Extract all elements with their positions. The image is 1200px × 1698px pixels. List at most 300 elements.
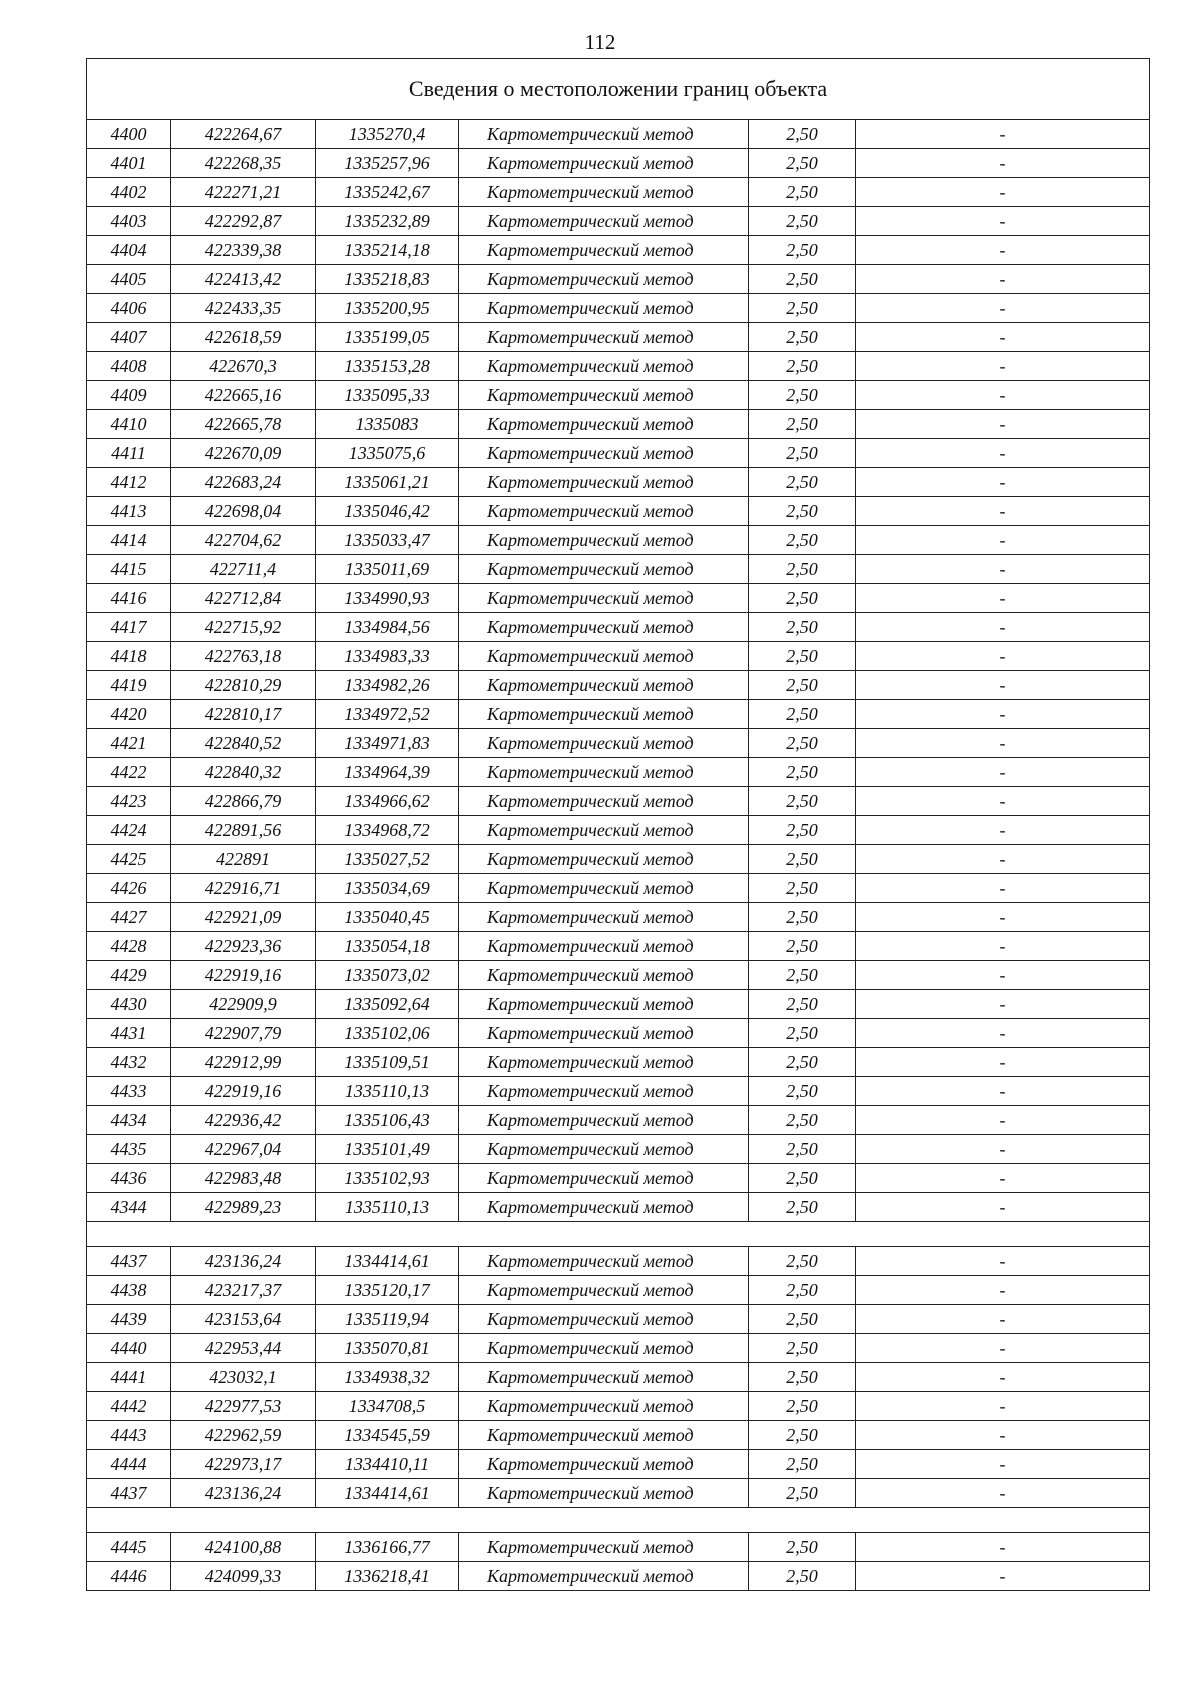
y-coordinate-cell: 1334971,83 xyxy=(316,729,459,758)
y-coordinate-cell: 1335070,81 xyxy=(316,1334,459,1363)
x-coordinate-cell: 422665,16 xyxy=(171,381,316,410)
x-coordinate-cell: 422967,04 xyxy=(171,1135,316,1164)
y-coordinate-cell: 1334964,39 xyxy=(316,758,459,787)
point-number-cell: 4422 xyxy=(87,758,171,787)
group-separator-row xyxy=(87,1508,1150,1533)
y-coordinate-cell: 1334984,56 xyxy=(316,613,459,642)
accuracy-cell: 2,50 xyxy=(749,961,856,990)
table-row xyxy=(87,903,1150,932)
x-coordinate-cell: 422810,29 xyxy=(171,671,316,700)
y-coordinate-cell: 1334972,52 xyxy=(316,700,459,729)
y-coordinate-cell: 1334982,26 xyxy=(316,671,459,700)
accuracy-cell: 2,50 xyxy=(749,178,856,207)
description-cell: - xyxy=(856,410,1150,439)
x-coordinate-cell: 422715,92 xyxy=(171,613,316,642)
x-coordinate-cell: 422866,79 xyxy=(171,787,316,816)
method-cell: Картометрический метод xyxy=(459,1421,749,1450)
point-number-cell: 4410 xyxy=(87,410,171,439)
x-coordinate-cell: 424099,33 xyxy=(171,1562,316,1591)
x-coordinate-cell: 422909,9 xyxy=(171,990,316,1019)
point-number-cell: 4433 xyxy=(87,1077,171,1106)
group-separator-row xyxy=(87,1222,1150,1247)
point-number-cell: 4413 xyxy=(87,497,171,526)
table-row xyxy=(87,1193,1150,1222)
x-coordinate-cell: 422704,62 xyxy=(171,526,316,555)
description-cell: - xyxy=(856,613,1150,642)
description-cell: - xyxy=(856,787,1150,816)
point-number-cell: 4421 xyxy=(87,729,171,758)
point-number-cell: 4446 xyxy=(87,1562,171,1591)
table-row xyxy=(87,1450,1150,1479)
method-cell: Картометрический метод xyxy=(459,700,749,729)
point-number-cell: 4426 xyxy=(87,874,171,903)
x-coordinate-cell: 422936,42 xyxy=(171,1106,316,1135)
point-number-cell: 4344 xyxy=(87,1193,171,1222)
point-number-cell: 4423 xyxy=(87,787,171,816)
method-cell: Картометрический метод xyxy=(459,352,749,381)
point-number-cell: 4438 xyxy=(87,1276,171,1305)
accuracy-cell: 2,50 xyxy=(749,1276,856,1305)
y-coordinate-cell: 1334966,62 xyxy=(316,787,459,816)
y-coordinate-cell: 1334410,11 xyxy=(316,1450,459,1479)
y-coordinate-cell: 1335027,52 xyxy=(316,845,459,874)
y-coordinate-cell: 1335119,94 xyxy=(316,1305,459,1334)
method-cell: Картометрический метод xyxy=(459,323,749,352)
y-coordinate-cell: 1335083 xyxy=(316,410,459,439)
x-coordinate-cell: 422840,32 xyxy=(171,758,316,787)
group-separator xyxy=(87,1222,1150,1247)
description-cell: - xyxy=(856,932,1150,961)
y-coordinate-cell: 1335270,4 xyxy=(316,120,459,149)
table-row xyxy=(87,990,1150,1019)
y-coordinate-cell: 1335040,45 xyxy=(316,903,459,932)
method-cell: Картометрический метод xyxy=(459,410,749,439)
y-coordinate-cell: 1335257,96 xyxy=(316,149,459,178)
table-row xyxy=(87,642,1150,671)
point-number-cell: 4401 xyxy=(87,149,171,178)
description-cell: - xyxy=(856,642,1150,671)
table-row xyxy=(87,410,1150,439)
x-coordinate-cell: 422923,36 xyxy=(171,932,316,961)
point-number-cell: 4442 xyxy=(87,1392,171,1421)
method-cell: Картометрический метод xyxy=(459,1276,749,1305)
table-row xyxy=(87,584,1150,613)
table-row xyxy=(87,294,1150,323)
description-cell: - xyxy=(856,439,1150,468)
x-coordinate-cell: 423032,1 xyxy=(171,1363,316,1392)
method-cell: Картометрический метод xyxy=(459,236,749,265)
method-cell: Картометрический метод xyxy=(459,1106,749,1135)
point-number-cell: 4440 xyxy=(87,1334,171,1363)
point-number-cell: 4431 xyxy=(87,1019,171,1048)
x-coordinate-cell: 422916,71 xyxy=(171,874,316,903)
point-number-cell: 4417 xyxy=(87,613,171,642)
description-cell: - xyxy=(856,1164,1150,1193)
accuracy-cell: 2,50 xyxy=(749,120,856,149)
table-row xyxy=(87,700,1150,729)
method-cell: Картометрический метод xyxy=(459,787,749,816)
y-coordinate-cell: 1335101,49 xyxy=(316,1135,459,1164)
point-number-cell: 4405 xyxy=(87,265,171,294)
description-cell: - xyxy=(856,1135,1150,1164)
point-number-cell: 4418 xyxy=(87,642,171,671)
table-row xyxy=(87,1421,1150,1450)
method-cell: Картометрический метод xyxy=(459,1164,749,1193)
description-cell: - xyxy=(856,323,1150,352)
table-row xyxy=(87,1479,1150,1508)
point-number-cell: 4400 xyxy=(87,120,171,149)
table-row xyxy=(87,671,1150,700)
accuracy-cell: 2,50 xyxy=(749,787,856,816)
accuracy-cell: 2,50 xyxy=(749,816,856,845)
table-row xyxy=(87,1164,1150,1193)
table-row xyxy=(87,236,1150,265)
y-coordinate-cell: 1335120,17 xyxy=(316,1276,459,1305)
method-cell: Картометрический метод xyxy=(459,1479,749,1508)
method-cell: Картометрический метод xyxy=(459,1334,749,1363)
accuracy-cell: 2,50 xyxy=(749,207,856,236)
y-coordinate-cell: 1335095,33 xyxy=(316,381,459,410)
method-cell: Картометрический метод xyxy=(459,1135,749,1164)
table-row xyxy=(87,149,1150,178)
x-coordinate-cell: 422907,79 xyxy=(171,1019,316,1048)
accuracy-cell: 2,50 xyxy=(749,671,856,700)
point-number-cell: 4420 xyxy=(87,700,171,729)
accuracy-cell: 2,50 xyxy=(749,265,856,294)
table-row xyxy=(87,352,1150,381)
method-cell: Картометрический метод xyxy=(459,207,749,236)
method-cell: Картометрический метод xyxy=(459,961,749,990)
accuracy-cell: 2,50 xyxy=(749,1164,856,1193)
y-coordinate-cell: 1335242,67 xyxy=(316,178,459,207)
title-row xyxy=(87,59,1150,120)
table-row xyxy=(87,1019,1150,1048)
method-cell: Картометрический метод xyxy=(459,526,749,555)
x-coordinate-cell: 422962,59 xyxy=(171,1421,316,1450)
description-cell: - xyxy=(856,1479,1150,1508)
description-cell: - xyxy=(856,555,1150,584)
table-row xyxy=(87,613,1150,642)
y-coordinate-cell: 1334414,61 xyxy=(316,1479,459,1508)
accuracy-cell: 2,50 xyxy=(749,1533,856,1562)
point-number-cell: 4408 xyxy=(87,352,171,381)
point-number-cell: 4434 xyxy=(87,1106,171,1135)
accuracy-cell: 2,50 xyxy=(749,1305,856,1334)
point-number-cell: 4443 xyxy=(87,1421,171,1450)
description-cell: - xyxy=(856,816,1150,845)
x-coordinate-cell: 422953,44 xyxy=(171,1334,316,1363)
x-coordinate-cell: 422921,09 xyxy=(171,903,316,932)
description-cell: - xyxy=(856,526,1150,555)
x-coordinate-cell: 422665,78 xyxy=(171,410,316,439)
x-coordinate-cell: 422271,21 xyxy=(171,178,316,207)
x-coordinate-cell: 422670,09 xyxy=(171,439,316,468)
description-cell: - xyxy=(856,1193,1150,1222)
x-coordinate-cell: 422264,67 xyxy=(171,120,316,149)
y-coordinate-cell: 1335109,51 xyxy=(316,1048,459,1077)
y-coordinate-cell: 1335054,18 xyxy=(316,932,459,961)
table-row xyxy=(87,932,1150,961)
description-cell: - xyxy=(856,1106,1150,1135)
description-cell: - xyxy=(856,1334,1150,1363)
x-coordinate-cell: 422413,42 xyxy=(171,265,316,294)
accuracy-cell: 2,50 xyxy=(749,700,856,729)
accuracy-cell: 2,50 xyxy=(749,555,856,584)
description-cell: - xyxy=(856,294,1150,323)
description-cell: - xyxy=(856,381,1150,410)
x-coordinate-cell: 422670,3 xyxy=(171,352,316,381)
point-number-cell: 4419 xyxy=(87,671,171,700)
y-coordinate-cell: 1335214,18 xyxy=(316,236,459,265)
y-coordinate-cell: 1335034,69 xyxy=(316,874,459,903)
table-row xyxy=(87,207,1150,236)
y-coordinate-cell: 1335046,42 xyxy=(316,497,459,526)
method-cell: Картометрический метод xyxy=(459,671,749,700)
y-coordinate-cell: 1335110,13 xyxy=(316,1193,459,1222)
table-row xyxy=(87,1562,1150,1591)
description-cell: - xyxy=(856,352,1150,381)
method-cell: Картометрический метод xyxy=(459,845,749,874)
accuracy-cell: 2,50 xyxy=(749,149,856,178)
description-cell: - xyxy=(856,845,1150,874)
description-cell: - xyxy=(856,700,1150,729)
x-coordinate-cell: 423136,24 xyxy=(171,1479,316,1508)
table-row xyxy=(87,1048,1150,1077)
y-coordinate-cell: 1335218,83 xyxy=(316,265,459,294)
table-row xyxy=(87,845,1150,874)
accuracy-cell: 2,50 xyxy=(749,1019,856,1048)
y-coordinate-cell: 1335106,43 xyxy=(316,1106,459,1135)
point-number-cell: 4424 xyxy=(87,816,171,845)
accuracy-cell: 2,50 xyxy=(749,990,856,1019)
point-number-cell: 4427 xyxy=(87,903,171,932)
method-cell: Картометрический метод xyxy=(459,1450,749,1479)
x-coordinate-cell: 423217,37 xyxy=(171,1276,316,1305)
x-coordinate-cell: 423153,64 xyxy=(171,1305,316,1334)
table-row xyxy=(87,758,1150,787)
table-row xyxy=(87,1305,1150,1334)
x-coordinate-cell: 422339,38 xyxy=(171,236,316,265)
method-cell: Картометрический метод xyxy=(459,381,749,410)
y-coordinate-cell: 1335102,06 xyxy=(316,1019,459,1048)
method-cell: Картометрический метод xyxy=(459,178,749,207)
accuracy-cell: 2,50 xyxy=(749,613,856,642)
accuracy-cell: 2,50 xyxy=(749,729,856,758)
table-row xyxy=(87,1533,1150,1562)
accuracy-cell: 2,50 xyxy=(749,526,856,555)
description-cell: - xyxy=(856,1392,1150,1421)
method-cell: Картометрический метод xyxy=(459,729,749,758)
x-coordinate-cell: 422292,87 xyxy=(171,207,316,236)
description-cell: - xyxy=(856,1247,1150,1276)
description-cell: - xyxy=(856,1450,1150,1479)
table-row xyxy=(87,555,1150,584)
method-cell: Картометрический метод xyxy=(459,613,749,642)
x-coordinate-cell: 422810,17 xyxy=(171,700,316,729)
y-coordinate-cell: 1336166,77 xyxy=(316,1533,459,1562)
method-cell: Картометрический метод xyxy=(459,149,749,178)
accuracy-cell: 2,50 xyxy=(749,584,856,613)
description-cell: - xyxy=(856,1533,1150,1562)
table-row xyxy=(87,1363,1150,1392)
method-cell: Картометрический метод xyxy=(459,1533,749,1562)
y-coordinate-cell: 1335199,05 xyxy=(316,323,459,352)
point-number-cell: 4425 xyxy=(87,845,171,874)
accuracy-cell: 2,50 xyxy=(749,1077,856,1106)
x-coordinate-cell: 422763,18 xyxy=(171,642,316,671)
description-cell: - xyxy=(856,671,1150,700)
description-cell: - xyxy=(856,758,1150,787)
x-coordinate-cell: 422840,52 xyxy=(171,729,316,758)
accuracy-cell: 2,50 xyxy=(749,932,856,961)
table-row xyxy=(87,497,1150,526)
accuracy-cell: 2,50 xyxy=(749,1479,856,1508)
x-coordinate-cell: 422973,17 xyxy=(171,1450,316,1479)
y-coordinate-cell: 1336218,41 xyxy=(316,1562,459,1591)
x-coordinate-cell: 422919,16 xyxy=(171,961,316,990)
x-coordinate-cell: 422698,04 xyxy=(171,497,316,526)
x-coordinate-cell: 424100,88 xyxy=(171,1533,316,1562)
y-coordinate-cell: 1335061,21 xyxy=(316,468,459,497)
description-cell: - xyxy=(856,1048,1150,1077)
table-row xyxy=(87,961,1150,990)
y-coordinate-cell: 1334708,5 xyxy=(316,1392,459,1421)
accuracy-cell: 2,50 xyxy=(749,468,856,497)
accuracy-cell: 2,50 xyxy=(749,294,856,323)
accuracy-cell: 2,50 xyxy=(749,1363,856,1392)
method-cell: Картометрический метод xyxy=(459,439,749,468)
accuracy-cell: 2,50 xyxy=(749,1247,856,1276)
point-number-cell: 4432 xyxy=(87,1048,171,1077)
y-coordinate-cell: 1335232,89 xyxy=(316,207,459,236)
y-coordinate-cell: 1334968,72 xyxy=(316,816,459,845)
y-coordinate-cell: 1335075,6 xyxy=(316,439,459,468)
table-row xyxy=(87,265,1150,294)
description-cell: - xyxy=(856,1305,1150,1334)
description-cell: - xyxy=(856,207,1150,236)
method-cell: Картометрический метод xyxy=(459,1193,749,1222)
point-number-cell: 4406 xyxy=(87,294,171,323)
table-row xyxy=(87,468,1150,497)
description-cell: - xyxy=(856,149,1150,178)
y-coordinate-cell: 1335102,93 xyxy=(316,1164,459,1193)
method-cell: Картометрический метод xyxy=(459,468,749,497)
point-number-cell: 4414 xyxy=(87,526,171,555)
point-number-cell: 4428 xyxy=(87,932,171,961)
point-number-cell: 4402 xyxy=(87,178,171,207)
description-cell: - xyxy=(856,178,1150,207)
point-number-cell: 4439 xyxy=(87,1305,171,1334)
accuracy-cell: 2,50 xyxy=(749,236,856,265)
accuracy-cell: 2,50 xyxy=(749,1193,856,1222)
accuracy-cell: 2,50 xyxy=(749,1562,856,1591)
table-row xyxy=(87,816,1150,845)
accuracy-cell: 2,50 xyxy=(749,642,856,671)
boundary-coordinates-table xyxy=(86,58,1150,1591)
table-row xyxy=(87,178,1150,207)
method-cell: Картометрический метод xyxy=(459,265,749,294)
y-coordinate-cell: 1335011,69 xyxy=(316,555,459,584)
table-row xyxy=(87,874,1150,903)
point-number-cell: 4436 xyxy=(87,1164,171,1193)
table-row xyxy=(87,1247,1150,1276)
accuracy-cell: 2,50 xyxy=(749,352,856,381)
accuracy-cell: 2,50 xyxy=(749,1048,856,1077)
y-coordinate-cell: 1335153,28 xyxy=(316,352,459,381)
group-separator xyxy=(87,1508,1150,1533)
accuracy-cell: 2,50 xyxy=(749,1421,856,1450)
table-row xyxy=(87,787,1150,816)
table-row xyxy=(87,120,1150,149)
point-number-cell: 4404 xyxy=(87,236,171,265)
accuracy-cell: 2,50 xyxy=(749,1450,856,1479)
method-cell: Картометрический метод xyxy=(459,584,749,613)
point-number-cell: 4437 xyxy=(87,1479,171,1508)
y-coordinate-cell: 1334983,33 xyxy=(316,642,459,671)
x-coordinate-cell: 422712,84 xyxy=(171,584,316,613)
table-row xyxy=(87,729,1150,758)
x-coordinate-cell: 423136,24 xyxy=(171,1247,316,1276)
description-cell: - xyxy=(856,874,1150,903)
y-coordinate-cell: 1334545,59 xyxy=(316,1421,459,1450)
table-row xyxy=(87,1334,1150,1363)
method-cell: Картометрический метод xyxy=(459,932,749,961)
accuracy-cell: 2,50 xyxy=(749,1106,856,1135)
accuracy-cell: 2,50 xyxy=(749,903,856,932)
description-cell: - xyxy=(856,584,1150,613)
point-number-cell: 4445 xyxy=(87,1533,171,1562)
page-number: 112 xyxy=(584,30,616,54)
description-cell: - xyxy=(856,265,1150,294)
description-cell: - xyxy=(856,120,1150,149)
point-number-cell: 4416 xyxy=(87,584,171,613)
description-cell: - xyxy=(856,1421,1150,1450)
method-cell: Картометрический метод xyxy=(459,903,749,932)
point-number-cell: 4412 xyxy=(87,468,171,497)
point-number-cell: 4411 xyxy=(87,439,171,468)
y-coordinate-cell: 1335073,02 xyxy=(316,961,459,990)
table-row xyxy=(87,439,1150,468)
description-cell: - xyxy=(856,903,1150,932)
x-coordinate-cell: 422683,24 xyxy=(171,468,316,497)
method-cell: Картометрический метод xyxy=(459,990,749,1019)
description-cell: - xyxy=(856,1363,1150,1392)
method-cell: Картометрический метод xyxy=(459,555,749,584)
method-cell: Картометрический метод xyxy=(459,1392,749,1421)
x-coordinate-cell: 422989,23 xyxy=(171,1193,316,1222)
accuracy-cell: 2,50 xyxy=(749,845,856,874)
table-title: Сведения о местоположении границ объекта xyxy=(87,59,1150,120)
description-cell: - xyxy=(856,1562,1150,1591)
x-coordinate-cell: 422912,99 xyxy=(171,1048,316,1077)
x-coordinate-cell: 422891 xyxy=(171,845,316,874)
accuracy-cell: 2,50 xyxy=(749,497,856,526)
table-row xyxy=(87,1392,1150,1421)
description-cell: - xyxy=(856,990,1150,1019)
description-cell: - xyxy=(856,497,1150,526)
table-row xyxy=(87,323,1150,352)
method-cell: Картометрический метод xyxy=(459,1247,749,1276)
table-row xyxy=(87,381,1150,410)
x-coordinate-cell: 422891,56 xyxy=(171,816,316,845)
y-coordinate-cell: 1334938,32 xyxy=(316,1363,459,1392)
method-cell: Картометрический метод xyxy=(459,294,749,323)
x-coordinate-cell: 422618,59 xyxy=(171,323,316,352)
description-cell: - xyxy=(856,729,1150,758)
table-row xyxy=(87,526,1150,555)
point-number-cell: 4441 xyxy=(87,1363,171,1392)
table-row xyxy=(87,1276,1150,1305)
